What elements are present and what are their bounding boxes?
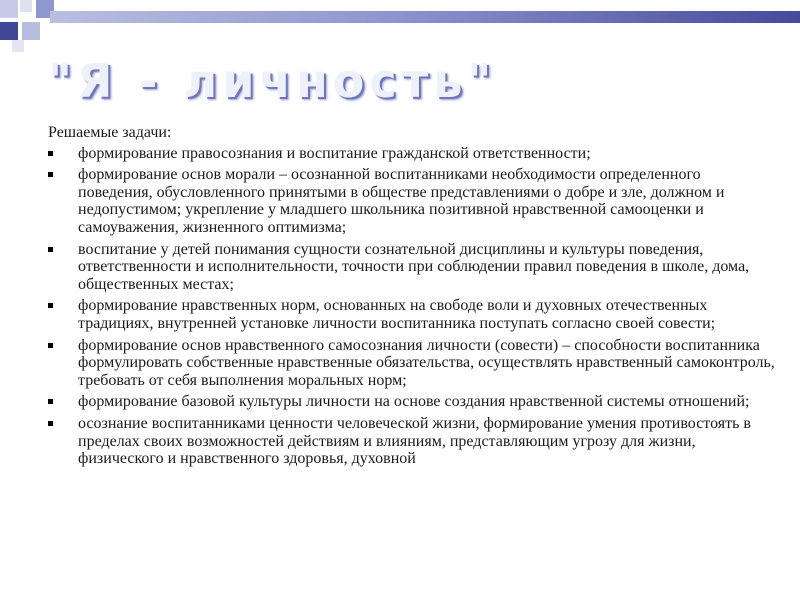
- decor-square: [0, 22, 18, 40]
- bullet-square-icon: [48, 421, 53, 426]
- task-text: формирование основ морали – осознанной воспитанниками необходимости определенного поведения, обусловленного принятыми в обществе представлениями о добре и зле, должном и недопустимом; укрепление у младшего школьника позитивной нравственной самооценки и самоуважения, жизненного оптимизма;: [78, 166, 725, 236]
- bullet-square-icon: [48, 172, 53, 177]
- task-text: формирование базовой культуры личности на основе создания нравственной системы отношений;: [78, 393, 750, 411]
- task-text: формирование нравственных норм, основанных на свободе воли и духовных отечественных традициях, внутренней установке личности воспитанника поступать согласно своей совести;: [78, 297, 716, 332]
- task-list: [48, 145, 778, 468]
- slide-title: "Я - личность": [48, 54, 497, 108]
- task-text: формирование правосознания и воспитание гражданской ответственности;: [78, 144, 591, 162]
- bullet-square-icon: [48, 343, 53, 348]
- task-text: воспитание у детей понимания сущности сознательной дисциплины и культуры поведения, ответственности и исполнительности, точности при соблюдении правил поведения в школе, дома, общественных местах;: [78, 240, 750, 293]
- list-item: [48, 337, 778, 390]
- decor-square: [12, 40, 24, 52]
- task-text: формирование основ нравственного самосознания личности (совести) – способности воспитанника формулировать собственные нравственные обязательства, осуществлять нравственный самоконтроль, требовать от себя выполнения моральных норм;: [78, 336, 775, 389]
- task-text: осознание воспитанниками ценности человеческой жизни, формирование умения противостоять в пределах своих возможностей действиям и влияниям, представляющим угрозу для жизни, физического и нравственного здоровья, духовной: [78, 414, 751, 468]
- header-bar: [50, 11, 800, 23]
- bullet-square-icon: [48, 303, 53, 308]
- list-item: [48, 393, 778, 411]
- decor-square: [0, 0, 18, 18]
- list-item: [48, 241, 778, 294]
- bullet-square-icon: [48, 151, 53, 156]
- bullet-square-icon: [48, 399, 53, 404]
- list-item: [48, 166, 778, 236]
- slide-subtitle: Решаемые задачи:: [48, 124, 172, 141]
- slide-content: [48, 124, 778, 472]
- list-item: [48, 415, 778, 468]
- bullet-square-icon: [48, 247, 53, 252]
- list-item: [48, 297, 778, 332]
- decor-square: [20, 0, 32, 12]
- decor-square: [22, 22, 40, 40]
- list-item: [48, 145, 778, 163]
